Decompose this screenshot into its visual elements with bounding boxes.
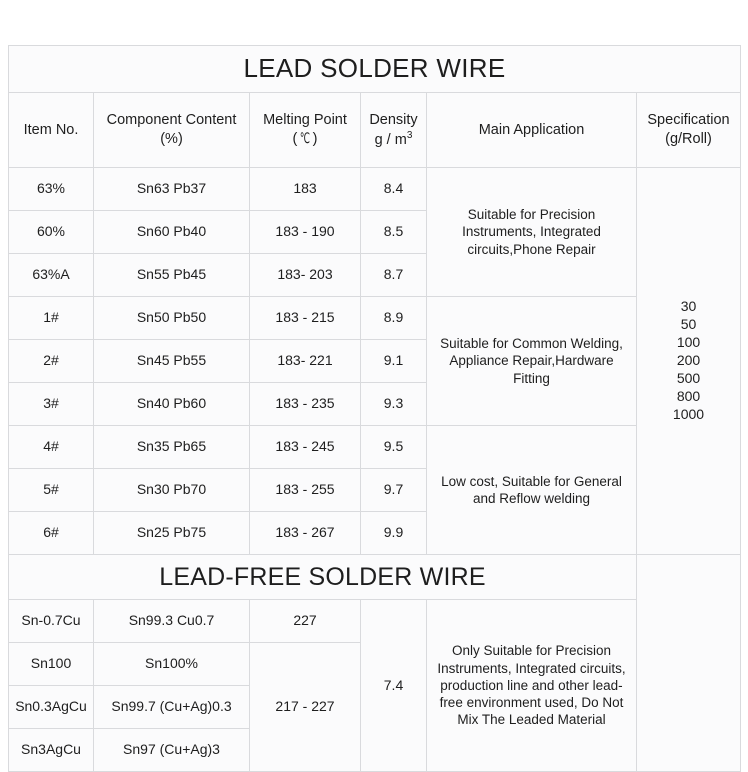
table-row [9, 600, 741, 643]
cell-density: 9.5 [361, 426, 427, 469]
table-row [9, 426, 741, 469]
cell-item-no: Sn100 [9, 643, 94, 686]
cell-melting: 227 [250, 600, 361, 643]
cell-item-no: 63%A [9, 254, 94, 297]
cell-density: 9.1 [361, 340, 427, 383]
header-density [361, 93, 427, 168]
header-item-no [9, 93, 94, 168]
header-item-no-label: Item No. [23, 121, 79, 138]
cell-application-group-3: Low cost, Suitable for General and Reflow welding [427, 426, 637, 555]
header-melting-point-line2 [253, 130, 357, 149]
spec-table-container [8, 45, 740, 772]
cell-item-no: Sn0.3AgCu [9, 686, 94, 729]
header-melting-point [250, 93, 361, 168]
cell-component: Sn99.3 Cu0.7 [94, 600, 250, 643]
cell-density: 9.3 [361, 383, 427, 426]
cell-component: Sn100% [94, 643, 250, 686]
spec-value: 100 [676, 334, 701, 351]
cell-component: Sn25 Pb75 [94, 512, 250, 555]
cell-application-lead-free: Only Suitable for Precision Instruments, Integrated circuits, production line and other lead-free environment used, Do Not Mix The Leaded Material [427, 600, 637, 772]
lead-banner-row [9, 46, 741, 93]
cell-component: Sn45 Pb55 [94, 340, 250, 383]
cell-component: Sn50 Pb50 [94, 297, 250, 340]
cell-item-no: 60% [9, 211, 94, 254]
cell-component: Sn55 Pb45 [94, 254, 250, 297]
cell-item-no: 5# [9, 469, 94, 512]
cell-item-no: 6# [9, 512, 94, 555]
lead-section-title: LEAD SOLDER WIRE [9, 46, 741, 93]
table-row [9, 297, 741, 340]
cell-melting: 217 - 227 [250, 643, 361, 772]
cell-item-no: 63% [9, 168, 94, 211]
header-main-application [427, 93, 637, 168]
cell-density: 9.9 [361, 512, 427, 555]
cell-component: Sn40 Pb60 [94, 383, 250, 426]
lead-free-banner-row [9, 555, 741, 600]
spec-value: 30 [680, 298, 697, 315]
spec-value: 500 [676, 369, 701, 386]
lead-free-section-title: LEAD-FREE SOLDER WIRE [9, 555, 637, 600]
cell-item-no: Sn3AgCu [9, 729, 94, 772]
header-component-content-line2: (%) [160, 131, 183, 147]
cell-item-no: 3# [9, 383, 94, 426]
cell-item-no: 1# [9, 297, 94, 340]
cell-specification-values [637, 168, 741, 555]
header-melting-point-line1: Melting Point [263, 112, 347, 129]
melting-unit-open-paren: ( [292, 131, 298, 147]
cell-application-group-1: Suitable for Precision Instruments, Integrated circuits,Phone Repair [427, 168, 637, 297]
header-component-content-line1: Component Content [106, 112, 237, 129]
cell-component: Sn60 Pb40 [94, 211, 250, 254]
spec-value: 800 [676, 387, 701, 404]
cell-component: Sn63 Pb37 [94, 168, 250, 211]
cell-item-no: 2# [9, 340, 94, 383]
spec-value: 50 [680, 316, 697, 333]
cell-component: Sn30 Pb70 [94, 469, 250, 512]
cell-density: 7.4 [361, 600, 427, 772]
cell-melting: 183 - 235 [250, 383, 361, 426]
cell-melting: 183 - 190 [250, 211, 361, 254]
cell-density: 8.7 [361, 254, 427, 297]
degree-celsius-icon: ℃ [300, 131, 310, 147]
cell-specification-empty [637, 555, 741, 772]
cell-component: Sn35 Pb65 [94, 426, 250, 469]
cell-melting: 183 - 267 [250, 512, 361, 555]
cell-melting: 183 - 215 [250, 297, 361, 340]
cell-component: Sn99.7 (Cu+Ag)0.3 [94, 686, 250, 729]
header-specification [637, 93, 741, 168]
header-main-application-label: Main Application [478, 121, 585, 138]
cell-item-no: Sn-0.7Cu [9, 600, 94, 643]
spec-value: 1000 [672, 405, 705, 422]
melting-unit-close-paren: ) [312, 131, 318, 147]
cell-density: 8.4 [361, 168, 427, 211]
cell-melting: 183- 221 [250, 340, 361, 383]
header-density-line2 [364, 130, 423, 149]
column-header-row [9, 93, 741, 168]
table-row [9, 168, 741, 211]
header-component-content [94, 93, 250, 168]
cell-component: Sn97 (Cu+Ag)3 [94, 729, 250, 772]
spec-value: 200 [676, 352, 701, 369]
cell-density: 8.9 [361, 297, 427, 340]
density-unit-exponent: 3 [406, 129, 413, 141]
header-specification-line2: (g/Roll) [665, 131, 712, 147]
solder-wire-spec-table [8, 45, 741, 772]
cell-density: 8.5 [361, 211, 427, 254]
cell-melting: 183 [250, 168, 361, 211]
header-density-line1: Density [369, 112, 418, 129]
cell-density: 9.7 [361, 469, 427, 512]
cell-melting: 183 - 255 [250, 469, 361, 512]
header-specification-line1: Specification [647, 112, 730, 129]
cell-item-no: 4# [9, 426, 94, 469]
cell-application-group-2: Suitable for Common Welding, Appliance Repair,Hardware Fitting [427, 297, 637, 426]
cell-melting: 183 - 245 [250, 426, 361, 469]
cell-melting: 183- 203 [250, 254, 361, 297]
density-unit-base: g / m [374, 131, 407, 148]
